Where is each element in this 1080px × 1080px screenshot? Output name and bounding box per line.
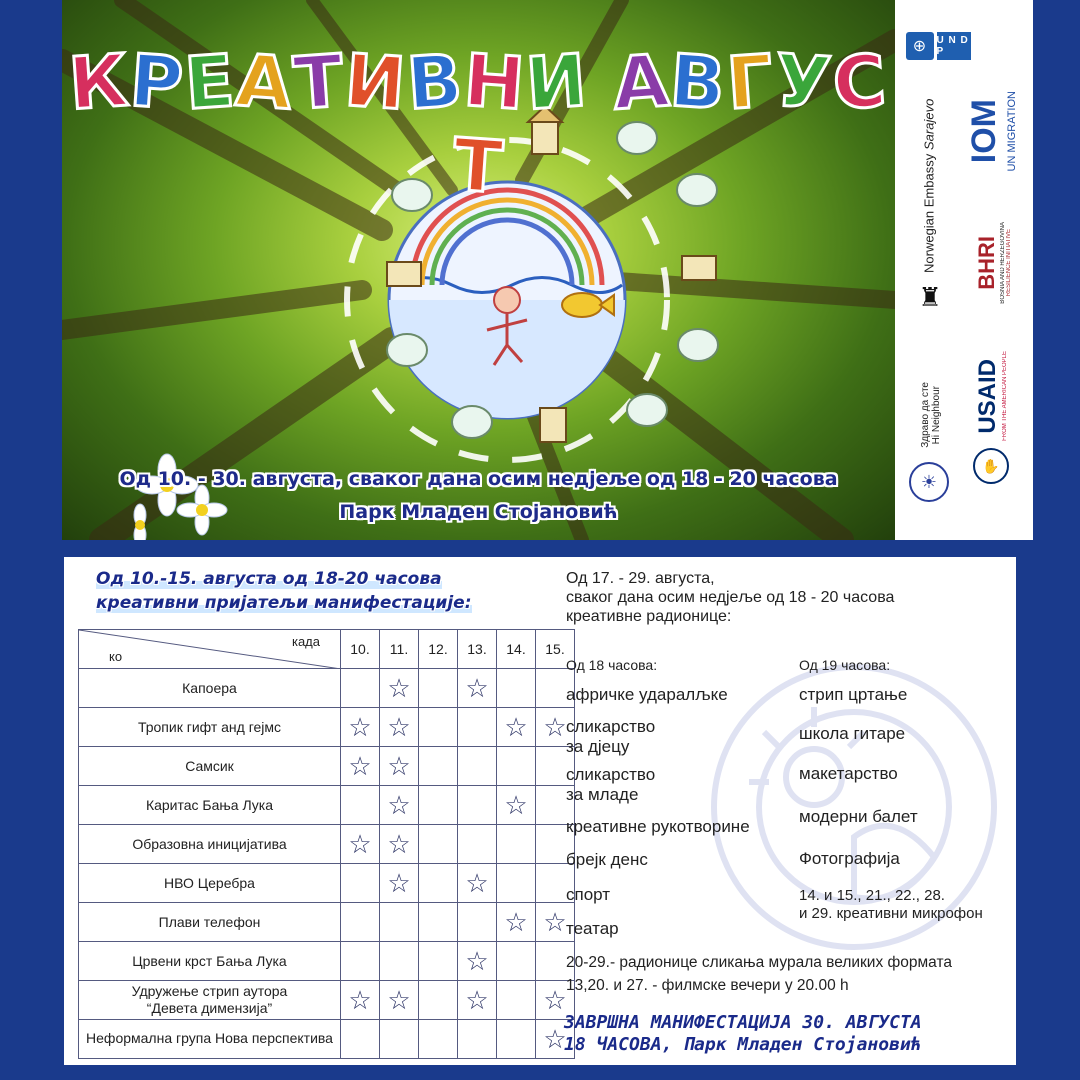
participant-name: Неформална група Нова перспектива (79, 1020, 341, 1059)
table-header-row (79, 630, 575, 669)
event-banner (62, 0, 895, 540)
table-row (79, 669, 575, 708)
schedule-cell (458, 903, 497, 942)
schedule-cell (341, 942, 380, 981)
star-icon: ☆ (387, 868, 411, 898)
schedule-table (78, 629, 575, 1059)
schedule-cell (497, 825, 536, 864)
schedule-cell (341, 981, 380, 1020)
schedule-cell (458, 825, 497, 864)
star-icon: ☆ (348, 985, 372, 1015)
star-icon: ☆ (387, 712, 411, 742)
workshop-19h: модерни балет (799, 807, 918, 826)
schedule-cell (380, 942, 419, 981)
closing-event-line2: 18 ЧАСОВА, Парк Младен Стојановић (564, 1034, 922, 1055)
table-row (79, 747, 575, 786)
title-letter: Р (127, 38, 188, 126)
schedule-cell (341, 1020, 380, 1059)
schedule-cell (341, 669, 380, 708)
title-letter: А (609, 38, 674, 126)
schedule-cell (380, 708, 419, 747)
schedule-cell (419, 747, 458, 786)
schedule-cell (419, 981, 458, 1020)
schedule-cell (497, 981, 536, 1020)
table-row (79, 825, 575, 864)
star-icon: ☆ (387, 673, 411, 703)
schedule-cell (380, 1020, 419, 1059)
schedule-cell (419, 669, 458, 708)
star-icon: ☆ (465, 868, 489, 898)
schedule-cell (419, 942, 458, 981)
workshop-18h: театар (566, 919, 619, 938)
un-emblem-icon: ⊕ (906, 32, 934, 60)
sponsor-strip (895, 0, 1033, 540)
workshop-18h: спорт (566, 885, 611, 904)
schedule-cell (458, 708, 497, 747)
event-title (62, 37, 895, 210)
title-letter: К (66, 37, 134, 127)
schedule-cell (341, 786, 380, 825)
day-header: 12. (419, 630, 458, 669)
schedule-cell (380, 864, 419, 903)
event-dates: Од 10. - 30. августа, сваког дана осим недјеље од 18 - 20 часова (119, 468, 838, 490)
title-letter: Т (450, 122, 507, 210)
day-header: 15. (536, 630, 575, 669)
iom-logo: IOM UN MIGRATION (964, 90, 1018, 172)
usaid-logo: USAID FROM THE AMERICAN PEOPLE (974, 351, 1008, 441)
title-letter: В (404, 38, 468, 126)
star-icon: ☆ (543, 712, 567, 742)
star-icon: ☆ (504, 712, 528, 742)
star-icon: ☆ (465, 946, 489, 976)
table-row (79, 903, 575, 942)
title-letter: Н (461, 37, 530, 127)
workshop-18h: брејк денс (566, 850, 648, 869)
participant-name: Образовна иницијатива (79, 825, 341, 864)
workshop-19h: Фотографија (799, 849, 900, 868)
schedule-cell (341, 708, 380, 747)
schedule-cell (458, 942, 497, 981)
participant-name: Каритас Бања Лука (79, 786, 341, 825)
participant-name: Тропик гифт анд гејмс (79, 708, 341, 747)
star-icon: ☆ (348, 712, 372, 742)
title-letter: А (233, 38, 297, 126)
schedule-cell (341, 903, 380, 942)
schedule-cell (341, 864, 380, 903)
star-icon: ☆ (504, 907, 528, 937)
workshop-19h: школа гитаре (799, 724, 906, 743)
participant-name: НВО Церебра (79, 864, 341, 903)
schedule-cell (419, 903, 458, 942)
participant-name: Самсик (79, 747, 341, 786)
star-icon: ☆ (465, 985, 489, 1015)
title-letter: Г (724, 38, 779, 126)
corner-label-when: када (291, 634, 320, 649)
schedule-cell (458, 747, 497, 786)
star-icon: ☆ (543, 1024, 567, 1054)
column-19h-heading: Од 19 часова: (799, 657, 891, 673)
schedule-cell (380, 747, 419, 786)
table-corner-cell (79, 630, 341, 669)
corner-label-who: ко (109, 649, 123, 664)
schedule-cell (380, 903, 419, 942)
star-icon: ☆ (387, 751, 411, 781)
workshop-19h: стрип цртање (799, 685, 908, 704)
day-header: 14. (497, 630, 536, 669)
mural-note: 20-29.- радионице сликања мурала великих формата (566, 954, 953, 971)
schedule-cell (380, 786, 419, 825)
workshop-18h: сликарство за младе (566, 765, 656, 805)
title-letter: С (829, 38, 891, 126)
schedule-cell (458, 669, 497, 708)
title-letter: Е (182, 38, 240, 126)
table-row (79, 786, 575, 825)
schedule-cell (497, 864, 536, 903)
star-icon: ☆ (348, 751, 372, 781)
star-icon: ☆ (387, 829, 411, 859)
hi-neighbour-emblem-icon: ☀ (909, 462, 949, 502)
table-row (79, 942, 575, 981)
schedule-cell (419, 864, 458, 903)
bhri-logo: BHRI BOSNIA AND HERZEGOVINA RESILIENCE INITIATIVE (974, 222, 1012, 304)
table-row (79, 864, 575, 903)
program-card (62, 555, 1018, 1067)
workshop-18h: креативне рукотворине (566, 817, 750, 836)
title-letter: И (342, 37, 411, 127)
table-row (79, 981, 575, 1020)
participant-name: Капоера (79, 669, 341, 708)
column-18h-heading: Од 18 часова: (566, 657, 658, 673)
schedule-cell (419, 708, 458, 747)
table-row (79, 708, 575, 747)
schedule-cell (497, 669, 536, 708)
undp-logo: ⊕ U N D P (905, 28, 971, 64)
schedule-cell (380, 825, 419, 864)
schedule-cell (458, 786, 497, 825)
event-location: Парк Младен Стојановић (339, 501, 618, 523)
schedule-cell (497, 747, 536, 786)
title-letter (589, 106, 613, 108)
schedule-cell (497, 708, 536, 747)
star-icon: ☆ (348, 829, 372, 859)
schedule-cell (419, 1020, 458, 1059)
usaid-seal-icon: ✋ (973, 448, 1009, 484)
day-header: 11. (380, 630, 419, 669)
schedule-cell (497, 786, 536, 825)
table-row (79, 1020, 575, 1059)
workshop-18h: сликарство за дјецу (566, 717, 656, 757)
title-letter: У (772, 38, 836, 126)
schedule-cell (380, 669, 419, 708)
title-letter: В (667, 38, 731, 126)
norwegian-embassy-logo: Norwegian Embassy Sarajevo (921, 98, 937, 274)
schedule-cell (458, 864, 497, 903)
workshop-19h: макетарство (799, 764, 898, 783)
film-night-note: 13,20. и 27. - филмске вечери у 20.00 h (566, 977, 849, 994)
star-icon: ☆ (543, 907, 567, 937)
star-icon: ☆ (543, 985, 567, 1015)
participant-name: Црвени крст Бања Лука (79, 942, 341, 981)
participant-name: Плави телефон (79, 903, 341, 942)
title-letter: Т (291, 38, 348, 126)
left-title-line2: креативни пријатељи манифестације: (96, 593, 472, 613)
star-icon: ☆ (504, 790, 528, 820)
schedule-cell (419, 825, 458, 864)
hi-neighbour-logo: Здраво да сте Hi Neighbour (920, 382, 942, 448)
norway-crest-icon: ♜ (918, 281, 942, 312)
star-icon: ☆ (387, 790, 411, 820)
star-icon: ☆ (465, 673, 489, 703)
workshop-18h: афричке ударалљке (566, 685, 728, 704)
day-header: 10. (341, 630, 380, 669)
schedule-cell (458, 981, 497, 1020)
workshops-intro: Од 17. - 29. августа, сваког дана осим недјеље од 18 - 20 часова креативне радионице: (566, 570, 895, 626)
schedule-cell (380, 981, 419, 1020)
day-header: 13. (458, 630, 497, 669)
creative-microphone-dates: 14. и 15., 21., 22., 28. и 29. креативни микрофон (799, 887, 983, 922)
schedule-cell (419, 786, 458, 825)
star-icon: ☆ (387, 985, 411, 1015)
closing-event-line1: ЗАВРШНА МАНИФЕСТАЦИЈА 30. АВГУСТА (564, 1012, 922, 1033)
schedule-cell (341, 747, 380, 786)
schedule-cell (497, 942, 536, 981)
schedule-cell (497, 1020, 536, 1059)
schedule-cell (458, 1020, 497, 1059)
schedule-cell (341, 825, 380, 864)
participant-name: Удружење стрип аутора “Девета димензија” (79, 981, 341, 1020)
title-letter: И (523, 37, 592, 127)
schedule-cell (497, 903, 536, 942)
left-title-line1: Од 10.-15. августа од 18-20 часова (96, 569, 442, 589)
